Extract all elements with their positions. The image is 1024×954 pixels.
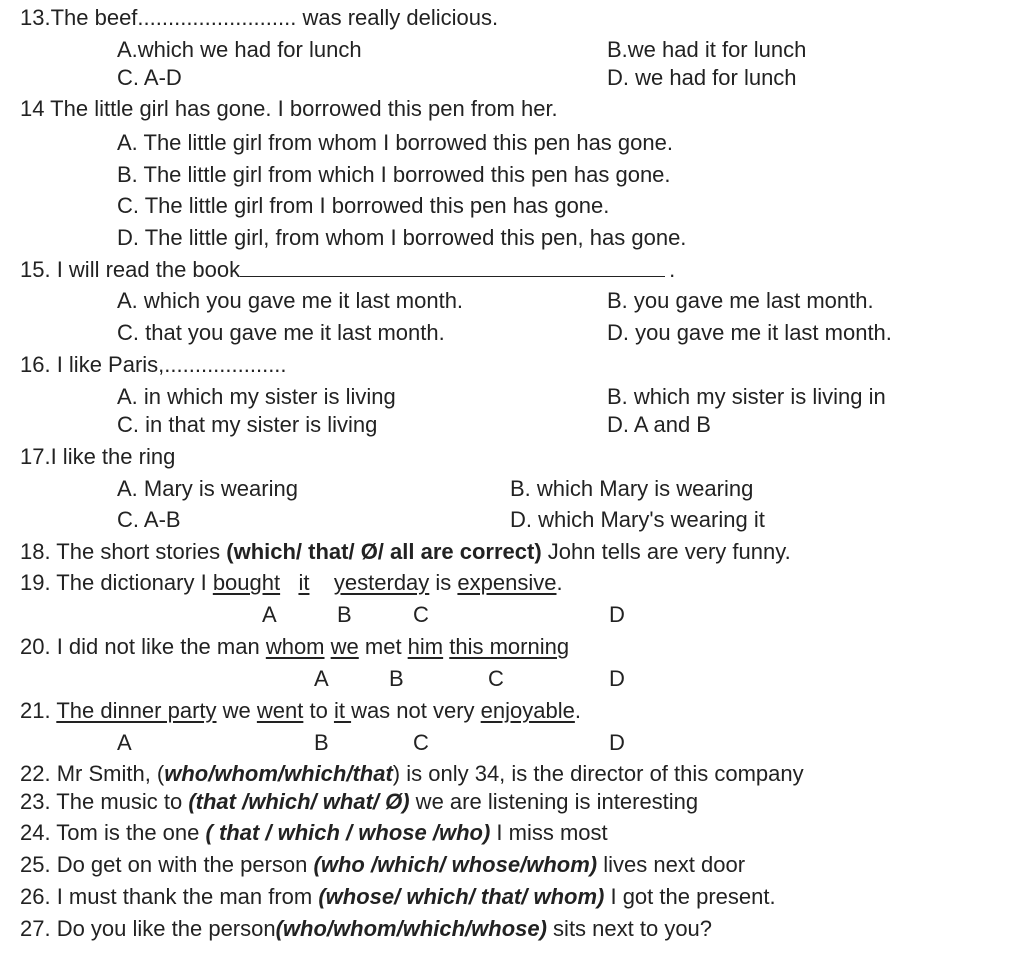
question-14-option-c: C. The little girl from I borrowed this pen has gone. xyxy=(117,193,610,218)
answer-blank xyxy=(240,256,665,277)
underlined-word-c: it xyxy=(333,698,352,723)
question-21-text: we xyxy=(216,698,257,723)
question-13-option-c: C. A-D xyxy=(117,65,182,90)
question-17-option-a: A. Mary is wearing xyxy=(117,476,298,501)
question-26-text: 26. I must thank the man from xyxy=(20,884,319,909)
question-23-choices: (that /which/ what/ Ø) xyxy=(188,789,410,814)
question-14-option-b: B. The little girl from which I borrowed this pen has gone. xyxy=(117,162,671,187)
question-24 xyxy=(20,817,608,849)
question-16-option-d: D. A and B xyxy=(607,412,711,437)
question-24-text: 24. Tom is the one xyxy=(20,820,206,845)
question-19-text: 19. The dictionary I xyxy=(20,570,213,595)
question-13-stem: 13.The beef.......................... was really delicious. xyxy=(20,5,499,30)
question-26 xyxy=(20,881,776,913)
question-20 xyxy=(20,631,569,663)
question-23 xyxy=(20,786,698,818)
question-15-option-d: D. you gave me it last month. xyxy=(607,320,892,345)
underlined-word-b: went xyxy=(256,698,304,723)
question-27-text: 27. Do you like the person xyxy=(20,916,276,941)
question-14-option-a: A. The little girl from whom I borrowed this pen has gone. xyxy=(117,130,673,155)
question-19-period: . xyxy=(556,570,563,595)
question-27 xyxy=(20,913,712,945)
question-13-option-d: D. we had for lunch xyxy=(607,65,797,90)
question-25 xyxy=(20,849,745,881)
question-21-number: 21. xyxy=(20,698,57,723)
question-18 xyxy=(20,536,791,568)
underlined-word-a: The dinner party xyxy=(56,698,217,723)
question-21-period: . xyxy=(574,698,581,723)
underlined-word-a: whom xyxy=(265,634,325,659)
question-24-text-end: I miss most xyxy=(490,820,608,845)
question-26-text-end: I got the present. xyxy=(604,884,776,909)
question-19 xyxy=(20,567,563,599)
underlined-word-b: it xyxy=(298,570,310,595)
question-15-stem xyxy=(20,254,675,286)
question-17-option-d: D. which Mary's wearing it xyxy=(510,507,765,532)
underlined-word-d: expensive xyxy=(457,570,557,595)
question-21-text-end: was not very xyxy=(351,698,481,723)
question-22-text-end: ) is only 34, is the director of this company xyxy=(392,761,804,786)
question-15-option-b: B. you gave me last month. xyxy=(607,288,874,313)
question-17-option-c: C. A-B xyxy=(117,507,181,532)
letter-c: C xyxy=(413,730,429,755)
question-16-option-a: A. in which my sister is living xyxy=(117,384,396,409)
letter-b: B xyxy=(337,602,352,627)
letter-c: C xyxy=(413,602,429,627)
letter-a: A xyxy=(314,666,329,691)
letter-b: B xyxy=(389,666,404,691)
question-21-text-mid: to xyxy=(303,698,334,723)
underlined-word-d: this morning xyxy=(449,634,570,659)
question-19-text-mid: is xyxy=(429,570,458,595)
question-17-stem: 17.I like the ring xyxy=(20,444,176,469)
question-14-option-d: D. The little girl, from whom I borrowed this pen, has gone. xyxy=(117,225,687,250)
question-21 xyxy=(20,695,581,727)
question-22-text: 22. Mr Smith, ( xyxy=(20,761,165,786)
underlined-word-a: bought xyxy=(212,570,281,595)
underlined-word-b: we xyxy=(330,634,359,659)
letter-d: D xyxy=(609,602,625,627)
question-15-stem-end: . xyxy=(669,257,676,282)
question-15-stem-text: 15. I will read the book xyxy=(20,257,241,282)
question-16-option-b: B. which my sister is living in xyxy=(607,384,886,409)
underlined-word-c: yesterday xyxy=(333,570,430,595)
question-13-option-b: B.we had it for lunch xyxy=(607,37,807,62)
question-27-choices: (who/whom/which/whose) xyxy=(275,916,547,941)
question-16-option-c: C. in that my sister is living xyxy=(117,412,378,437)
question-18-choices: (which/ that/ Ø/ all are correct) xyxy=(226,539,542,564)
question-27-text-end: sits next to you? xyxy=(546,916,713,941)
question-22-choices: who/whom/which/that xyxy=(164,761,393,786)
question-13-option-a: A.which we had for lunch xyxy=(117,37,362,62)
question-18-text: 18. The short stories xyxy=(20,539,227,564)
question-25-text-end: lives next door xyxy=(597,852,746,877)
question-18-text-end: John tells are very funny. xyxy=(541,539,791,564)
letter-d: D xyxy=(609,666,625,691)
letter-d: D xyxy=(609,730,625,755)
question-23-text: 23. The music to xyxy=(20,789,189,814)
question-23-text-end: we are listening is interesting xyxy=(409,789,699,814)
question-14-stem: 14 The little girl has gone. I borrowed this pen from her. xyxy=(20,96,558,121)
letter-a: A xyxy=(262,602,277,627)
question-15-option-c: C. that you gave me it last month. xyxy=(117,320,445,345)
letter-c: C xyxy=(488,666,504,691)
question-24-choices: ( that / which / whose /who) xyxy=(205,820,491,845)
question-20-text-mid: met xyxy=(358,634,408,659)
question-25-text: 25. Do get on with the person xyxy=(20,852,314,877)
letter-b: B xyxy=(314,730,329,755)
question-26-choices: (whose/ which/ that/ whom) xyxy=(318,884,605,909)
question-22 xyxy=(20,758,804,790)
question-25-choices: (who /which/ whose/whom) xyxy=(313,852,598,877)
question-15-option-a: A. which you gave me it last month. xyxy=(117,288,464,313)
underlined-word-d: enjoyable xyxy=(480,698,575,723)
underlined-word-c: him xyxy=(407,634,444,659)
letter-a: A xyxy=(117,730,132,755)
question-20-text: 20. I did not like the man xyxy=(20,634,266,659)
question-16-stem: 16. I like Paris,.................... xyxy=(20,352,287,377)
question-17-option-b: B. which Mary is wearing xyxy=(510,476,754,501)
